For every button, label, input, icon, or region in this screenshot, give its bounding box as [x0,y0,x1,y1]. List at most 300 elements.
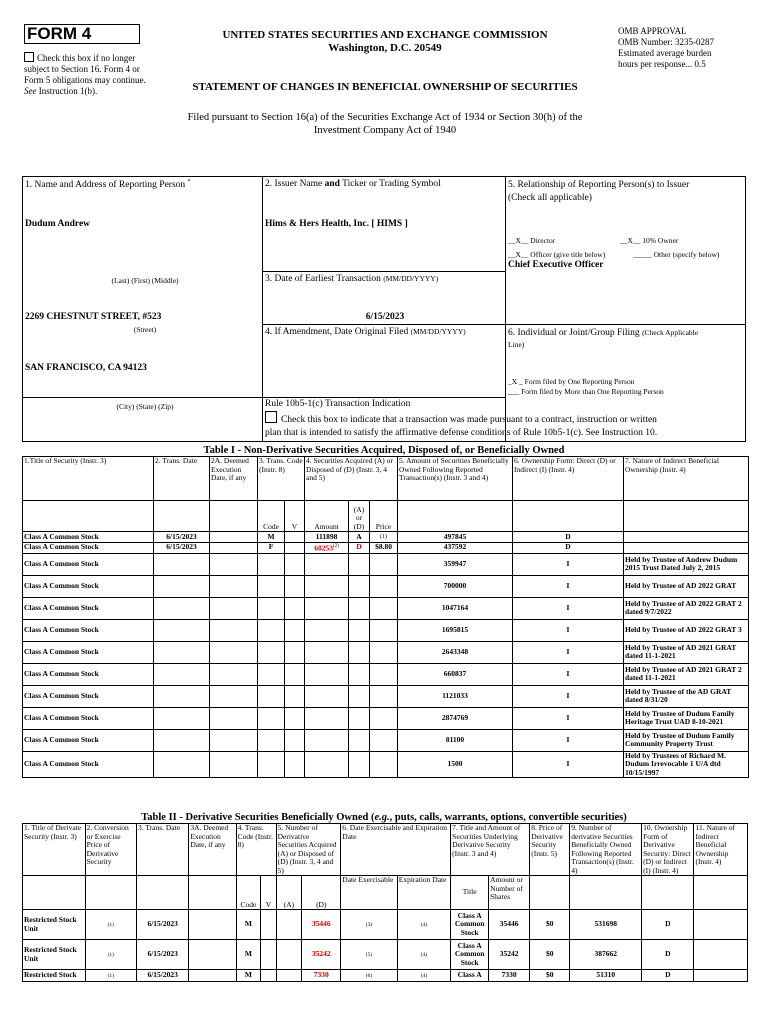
t1-cell-amount-text: 111898 [315,531,338,541]
t1-cell-nature [624,532,749,543]
t1-cell-date-text: 6/15/2023 [166,531,197,541]
t2-cell-price-text: $0 [545,949,554,959]
director-option[interactable]: __X__ Director [508,236,556,245]
t1-cell-date [154,729,210,751]
t1-cell-nature [624,729,749,751]
t2-cell-price [530,910,570,940]
t1-cell-date [154,707,210,729]
t1-cell-nature-text: Held by Trustee of AD 2022 GRAT [625,580,737,590]
t2-cell-underlying-amount-text: 35242 [499,949,519,959]
t2-cell-form-text: D [665,970,671,980]
t1-cell-code [258,707,285,729]
t1-cell-form-text: I [566,690,570,700]
table-row [23,910,748,940]
t2-cell-nature [694,970,748,982]
t2-cell-code [236,970,261,982]
t2-cell-conversion [85,970,136,982]
t2-cell-title-text: Restricted Stock [24,970,77,980]
t1-cell-v [285,729,305,751]
t1-cell-nature-text: Held by Trustee of AD 2021 GRAT 2 dated 11-1-2021 [625,664,742,682]
form-title: FORM 4 [24,24,140,44]
t1-cell-nature [624,685,749,707]
t2-cell-owned-text: 387662 [594,949,617,959]
t1-cell-aord-text: A [356,531,362,541]
t2-cell-date-text: 6/15/2023 [147,949,178,959]
t2-cell-expiration-text: (4) [420,972,428,979]
t1-cell-form [513,553,624,575]
officer-option[interactable]: __X__ Officer (give title below) [508,250,606,259]
t1-cell-nature [624,641,749,663]
see-text: See [24,86,37,96]
t1-cell-code-text: F [268,542,274,552]
t1-cell-owned-text: 2874769 [441,712,469,722]
t1-cell-amount [305,532,349,543]
t1-cell-owned-text: 1121033 [442,690,468,700]
t1-cell-deemed [210,597,258,619]
t1-cell-form [513,542,624,553]
t1-cell-amount-text: 60253 [314,543,333,552]
t2-cell-price [530,970,570,982]
t1-cell-price [370,597,398,619]
t2-cell-code-text: M [244,970,252,980]
t2-cell-exercisable [341,910,397,940]
t1-cell-form [513,729,624,751]
t2-cell-title [23,940,86,970]
rule10b5-block [265,398,745,440]
statement-title: STATEMENT OF CHANGES IN BENEFICIAL OWNERSHIP OF SECURITIES [192,81,578,93]
t1-cell-price [370,553,398,575]
t1-cell-form [513,751,624,778]
t2-cell-expiration [397,940,450,970]
t1-cell-aord [349,597,370,619]
t1-cell-owned-text: 660837 [443,668,467,678]
t1-cell-deemed [210,707,258,729]
t1-cell-owned-text: 497845 [443,531,467,541]
t1-cell-nature [624,553,749,575]
t2-header-title: 1. Title of Derivate Security (Instr. 3) [23,824,86,876]
t1-cell-form [513,663,624,685]
t2-cell-d-text: 35446 [311,919,331,929]
footnote-marker: * [187,179,191,185]
t2-cell-date-text: 6/15/2023 [147,970,178,980]
omb-approval-block [618,26,758,70]
filed-pursuant-line-2: Investment Company Act of 1940 [313,125,457,136]
t1-cell-title [23,751,154,778]
t1-cell-price [370,619,398,641]
t2-cell-form [642,970,694,982]
issuer-name: Hims & Hers Health, Inc. [ HIMS ] [265,219,408,229]
t1-cell-nature-text: Held by Trustee of the AD GRAT dated 8/31/20 [625,686,732,704]
t2-cell-owned-text: 531698 [594,919,617,929]
t1-cell-title [23,532,154,543]
t1-cell-owned [398,619,513,641]
t1-sub-code: Code [258,501,285,532]
omb-number: OMB Number: 3235-0287 [618,37,714,47]
t1-cell-form-text: D [565,531,571,541]
t2-cell-owned [570,940,642,970]
t1-header-owned: 5. Amount of Securities Beneficially Owned Following Reported Transaction(s) (Instr. 3 and 4) [398,457,513,501]
t1-header-date: 2. Trans. Date [154,457,210,501]
t2-sub-amount: Amount or Number of Shares [489,876,530,910]
t1-cell-owned-text: 1047164 [441,602,469,612]
box6-label: 6. Individual or Joint/Group Filing (Check Applicable Line) [508,328,699,349]
t1-cell-form-text: D [565,542,571,552]
t2-cell-underlying-amount [489,970,530,982]
t1-cell-owned [398,553,513,575]
t1-cell-form [513,575,624,597]
t1-cell-amount [305,663,349,685]
t2-cell-d-text: 35242 [311,949,331,959]
t2-cell-title [23,910,86,940]
table-row [23,532,749,543]
t1-cell-code [258,663,285,685]
t1-cell-title [23,685,154,707]
t2-cell-price [530,940,570,970]
t1-cell-title-text: Class A Common Stock [24,759,99,768]
t1-cell-v [285,707,305,729]
t1-cell-title [23,597,154,619]
t2-cell-a [276,910,302,940]
t1-cell-owned [398,597,513,619]
rule10b5-checkbox[interactable] [265,411,277,423]
t2-cell-expiration [397,970,450,982]
t1-cell-deemed [210,685,258,707]
rule10b5-title: Rule 10b5-1(c) Transaction Indication [265,399,411,409]
t2-cell-form [642,940,694,970]
table-row [23,751,749,778]
t2-cell-code-text: M [244,919,252,929]
t1-cell-title-text: Class A Common Stock [24,624,99,634]
t1-cell-price [370,641,398,663]
t1-cell-title [23,641,154,663]
t1-cell-price [370,729,398,751]
t1-cell-form [513,619,624,641]
t1-cell-aord [349,532,370,543]
t1-cell-owned-text: 1500 [447,759,463,768]
t1-cell-form-text: I [566,734,570,744]
table-row [23,729,749,751]
t2-cell-expiration-text: (4) [420,951,428,958]
t2-cell-date [136,910,188,940]
t1-cell-title-text: Class A Common Stock [24,531,99,541]
t2-cell-date [136,940,188,970]
t2-cell-underlying-title [451,910,489,940]
filed-pursuant-block [120,111,650,137]
t2-cell-owned [570,970,642,982]
table-row [23,685,749,707]
t1-sub-v: V [285,501,305,532]
t1-cell-date [154,663,210,685]
t1-cell-v [285,663,305,685]
t1-cell-title-text: Class A Common Stock [24,542,99,552]
t1-cell-owned [398,685,513,707]
t1-cell-nature [624,542,749,553]
t2-header-nature: 11. Nature of Indirect Beneficial Ownership (Instr. 4) [694,824,748,876]
table-row [23,641,749,663]
t2-sub-date-exercisable: Date Exercisable [341,876,397,910]
no-longer-subject-checkbox[interactable] [24,52,34,62]
agency-block [180,29,590,55]
t1-cell-title-text: Class A Common Stock [24,580,99,590]
instruction-ref: Instruction 1(b). [38,86,98,96]
t2-cell-underlying-title [451,970,489,982]
t1-cell-price [370,751,398,778]
t1-cell-title [23,663,154,685]
box2-label: 2. Issuer Name and Ticker or Trading Symbol [265,179,441,189]
t2-cell-title [23,970,86,982]
t2-header-owned: 9. Number of derivative Securities Beneficially Owned Following Reported Transaction(s) (Instr. 4) [570,824,642,876]
reporting-person-name: Dudum Andrew [25,219,91,229]
t1-cell-nature-text: Held by Trustees of Richard M. Dudum Irrevocable 1 U/A dtd 10/15/1997 [625,751,726,777]
t1-cell-date [154,532,210,543]
t1-cell-owned [398,542,513,553]
t2-cell-exercisable-text: (6) [365,972,373,979]
t1-cell-price-text: $8.80 [375,542,392,552]
t2-cell-form-text: D [665,919,671,929]
t1-cell-title-text: Class A Common Stock [24,602,99,612]
t2-cell-code [236,940,261,970]
t1-cell-form [513,532,624,543]
t2-cell-underlying-title-text: Class A Common Stock [454,940,485,967]
t2-cell-conversion-text: (1) [107,921,114,928]
t1-header-title: 1.Title of Security (Instr. 3) [23,457,154,501]
t1-cell-nature-text: Held by Trustee of AD 2021 GRAT dated 11-1-2021 [625,642,737,660]
t1-cell-amount [305,575,349,597]
t1-cell-aord [349,542,370,553]
footnote-marker: (2) [332,543,339,549]
t1-cell-nature-text: Held by Trustee of Andrew Dudum 2015 Trust Dated July 2, 2015 [625,554,738,572]
t1-cell-nature [624,619,749,641]
t1-cell-form [513,685,624,707]
t2-sub-d: (D) [302,876,341,910]
t1-header-nature: 7. Nature of Indirect Beneficial Ownership (Instr. 4) [624,457,749,501]
table-row [23,575,749,597]
t1-cell-deemed [210,553,258,575]
t2-header-price: 8. Price of Derivative Security (Instr. 5) [530,824,570,876]
t1-cell-date [154,641,210,663]
t2-cell-v [261,940,276,970]
t2-header-code: 4. Trans. Code (Instr. 8) [236,824,276,876]
name-caption: (Last) (First) (Middle) [111,276,179,285]
t2-cell-title-text: Restricted Stock Unit [24,945,77,963]
t2-cell-owned [570,910,642,940]
t2-cell-price-text: $0 [545,970,554,980]
t2-header-form: 10. Ownership Form of Derivative Security: Direct (D) or Indirect (I) (Instr. 4) [642,824,694,876]
t1-cell-title-text: Class A Common Stock [24,558,99,568]
omb-burden-1: Estimated average burden [618,48,712,58]
agency-location: Washington, D.C. 20549 [328,42,442,54]
t1-cell-code [258,751,285,778]
t2-cell-form-text: D [665,949,671,959]
t1-cell-deemed [210,575,258,597]
t1-cell-price-text: (1) [380,534,387,540]
t2-cell-conversion-text: (1) [107,972,114,979]
table2-title: Table II - Derivative Securities Beneficially Owned (e.g., puts, calls, warrants, options, convertible securities) [141,812,627,823]
t1-cell-title-text: Class A Common Stock [24,712,99,722]
t2-header-deemed: 3A. Deemed Execution Date, if any [189,824,236,876]
t1-cell-owned-text: 2643348 [441,646,469,656]
t1-cell-aord [349,729,370,751]
t2-cell-deemed [189,970,236,982]
t2-cell-underlying-title [451,940,489,970]
t1-cell-code [258,685,285,707]
t1-cell-v [285,619,305,641]
t1-cell-amount [305,619,349,641]
t1-cell-deemed [210,641,258,663]
t1-header-deemed: 2A. Deemed Execution Date, if any [210,457,258,501]
t1-cell-aord [349,619,370,641]
t1-cell-owned-text: 1695815 [441,624,469,634]
divider [262,324,746,325]
box4-label: 4. If Amendment, Date Original Filed (MM/DD/YYYY) [265,327,466,337]
t1-cell-price [370,542,398,553]
omb-burden-2: hours per response... 0.5 [618,59,706,69]
t2-cell-a [276,970,302,982]
more-reporting-persons-option[interactable]: ___ Form filed by More than One Reporting Person [508,387,664,396]
t2-cell-expiration-text: (4) [420,921,428,928]
t2-sub-title: Title [451,876,489,910]
t2-cell-underlying-title-text: Class A Common Stock [454,910,485,937]
t1-cell-code [258,575,285,597]
t1-cell-v [285,532,305,543]
t2-header-date: 3. Trans. Date [136,824,188,876]
t2-header-exercisable: 6. Date Exercisable and Expiration Date [341,824,451,876]
t1-header-form: 6. Ownership Form: Direct (D) or Indirect (I) (Instr. 4) [513,457,624,501]
t1-sub-aord: (A) or (D) [349,501,370,532]
t1-cell-v [285,553,305,575]
t1-cell-date [154,553,210,575]
t1-cell-form-text: I [566,646,570,656]
t2-cell-underlying-amount-text: 35446 [499,919,519,929]
t2-cell-expiration [397,910,450,940]
t2-cell-underlying-amount-text: 7330 [501,970,517,980]
t1-cell-title [23,707,154,729]
t1-cell-amount [305,597,349,619]
t1-cell-v [285,751,305,778]
t2-cell-code-text: M [244,949,252,959]
t1-cell-aord [349,751,370,778]
table-row [23,553,749,575]
city-state-zip: SAN FRANCISCO, CA 94123 [25,363,147,373]
t1-cell-deemed [210,619,258,641]
t2-cell-form [642,910,694,940]
t1-cell-nature [624,575,749,597]
t1-cell-owned-text: 359947 [443,558,467,568]
t1-header-securities: 4. Securities Acquired (A) or Disposed of (D) (Instr. 3, 4 and 5) [305,457,398,501]
t1-cell-form-text: I [566,759,570,768]
t1-cell-nature-text: Held by Trustee of AD 2022 GRAT 3 [625,624,742,634]
t2-cell-underlying-amount [489,910,530,940]
t1-cell-v [285,542,305,553]
t1-cell-v [285,685,305,707]
t1-cell-title [23,553,154,575]
t1-header-code: 3. Trans. Code (Instr. 8) [258,457,305,501]
t2-cell-v [261,970,276,982]
t1-cell-date [154,619,210,641]
one-reporting-person-option[interactable]: _X _ Form filed by One Reporting Person [508,377,635,386]
table-row [23,940,748,970]
t1-cell-nature-text: Held by Trustee of Dudum Family Community Property Trust [625,730,735,748]
t1-cell-deemed [210,663,258,685]
t2-header-underlying: 7. Title and Amount of Securities Underlying Derivative Security (Instr. 3 and 4) [451,824,530,876]
t1-cell-nature [624,751,749,778]
box3-label: 3. Date of Earliest Transaction (MM/DD/YYYY) [265,274,439,284]
officer-title: Chief Executive Officer [508,260,604,270]
t2-cell-deemed [189,940,236,970]
ten-percent-owner-option[interactable]: __X__ 10% Owner [620,236,679,245]
other-option[interactable]: _____ Other (specify below) [633,250,720,259]
t2-header-number: 5. Number of Derivative Securities Acquired (A) or Disposed of (D) (Instr. 3, 4 and 5) [276,824,341,876]
t2-cell-title-text: Restricted Stock Unit [24,915,77,933]
t1-cell-form-text: I [566,580,570,590]
t2-cell-exercisable [341,970,397,982]
t2-cell-exercisable-text: (3) [365,921,373,928]
t1-cell-aord [349,575,370,597]
t2-sub-code: Code [236,876,261,910]
t1-cell-form-text: I [566,668,570,678]
t2-sub-a: (A) [276,876,302,910]
t2-header-conversion: 2. Conversion or Exercise Price of Derivative Security [85,824,136,876]
table-row [23,597,749,619]
t1-cell-deemed [210,751,258,778]
t1-cell-deemed [210,729,258,751]
t1-sub-price: Price [370,501,398,532]
table-row [23,707,749,729]
rule10b5-text-2: plan that is intended to satisfy the affirmative defense conditions of Rule 10b5-1(c). See Instruction 10. [265,428,658,438]
t1-cell-amount [305,751,349,778]
t1-cell-code [258,532,285,543]
t1-cell-code [258,729,285,751]
t1-cell-nature-text: Held by Trustee of AD 2022 GRAT 2 dated 9/7/2022 [625,598,742,616]
t1-cell-owned [398,751,513,778]
t2-cell-v [261,910,276,940]
t2-cell-exercisable [341,940,397,970]
t2-cell-conversion-text: (1) [107,951,114,958]
street-caption: (Street) [133,325,157,334]
t1-cell-title [23,575,154,597]
t2-cell-owned-text: 51310 [596,970,616,980]
t1-cell-form [513,597,624,619]
t1-cell-title-text: Class A Common Stock [24,734,99,744]
t1-cell-nature [624,597,749,619]
t1-cell-owned [398,575,513,597]
t2-cell-nature [694,940,748,970]
box1-label: 1. Name and Address of Reporting Person * [25,179,191,191]
t2-cell-exercisable-text: (5) [365,951,373,958]
t1-cell-form-text: I [566,624,570,634]
t1-cell-price [370,663,398,685]
t1-cell-date [154,751,210,778]
t2-cell-underlying-title-text: Class A [457,970,482,980]
street-address: 2269 CHESTNUT STREET, #523 [25,312,162,322]
t1-cell-code-text: M [267,531,275,541]
t1-cell-price [370,707,398,729]
omb-title: OMB APPROVAL [618,26,687,36]
table-row [23,663,749,685]
table-row [23,619,749,641]
t1-cell-title-text: Class A Common Stock [24,690,99,700]
t1-cell-date-text: 6/15/2023 [166,542,197,552]
city-caption: (City) (State) (Zip) [116,402,174,411]
table1 [22,456,749,778]
t1-cell-form [513,707,624,729]
t1-cell-date [154,685,210,707]
t2-sub-v: V [261,876,276,910]
t1-cell-owned [398,641,513,663]
t2-cell-conversion [85,910,136,940]
t2-cell-nature [694,910,748,940]
box5-label: 5. Relationship of Reporting Person(s) to Issuer (Check all applicable) [508,180,690,203]
